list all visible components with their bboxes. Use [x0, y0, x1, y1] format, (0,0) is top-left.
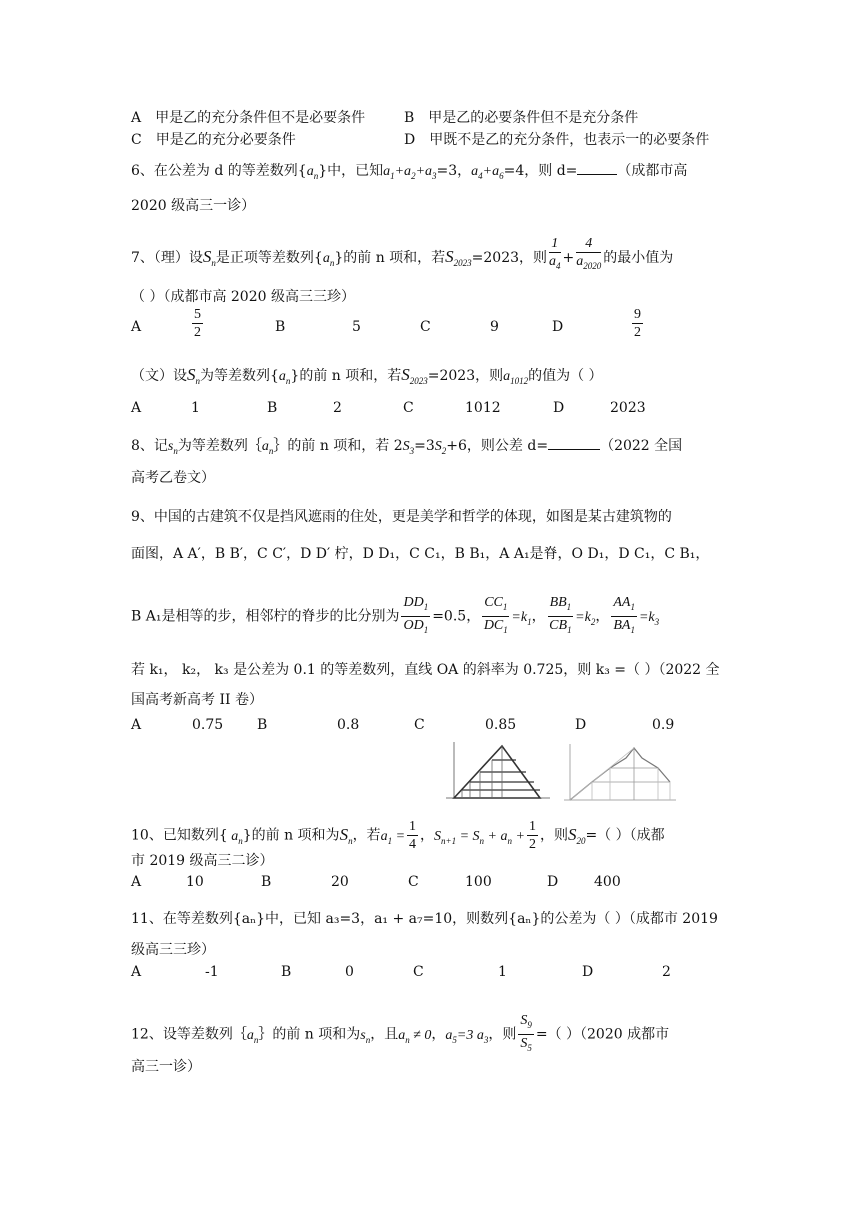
q7-line-1: 7、（理）设$S_n$是正项等差数列$\{a_n\}$的前 n 项和，若$S_{2023}=2023$，则 $\frac{1}{a_4}$ + $\frac{4}{a_{2020}}$ 的最小值为: [131, 236, 674, 271]
q6-line-2: 2020 级高三一诊）: [131, 198, 256, 214]
q5-option-b: B 甲是乙的必要条件但不是充分条件: [404, 110, 639, 126]
q9-option-a-value: 0.75: [192, 717, 224, 733]
q10-option-d-value: 400: [594, 874, 621, 890]
q5-option-d: D 甲既不是乙的充分条件，也表示一的必要条件: [404, 132, 710, 148]
q7-wen-option-c-value: 1012: [465, 400, 501, 416]
q8-line-1: 8、记$s_n$为等差数列$\{a_n\}$的前 n 项和，若 $2S_3=3S_2+6$，则公差 d= （2022 全国: [131, 438, 683, 456]
q7-option-b-label: B: [275, 319, 286, 335]
q9-option-c-value: 0.85: [485, 717, 517, 733]
q11-option-d-label: D: [582, 964, 594, 980]
q7-option-d-value: $\frac{9}{2}$: [634, 307, 641, 340]
q9-line-3: B A₁是相等的步，相邻柠的脊步的比分别为 $\frac{DD_1}{OD_1}$ =0.5， $\frac{CC_1}{DC_1}$ $=k_1$， $\frac{BB_1}{CB_1}$ $=k_2$， $\frac{AA_1}{BA_1}$ $=k_3$: [131, 595, 660, 635]
q6-line-1: 6、在公差为 d 的等差数列$\{a_n\}$中，已知$a_1+a_2+a_3=3$，$a_4+a_6=4$，则 d= （成都市高: [131, 163, 688, 181]
q7-option-d-label: D: [552, 319, 564, 335]
q7-wen-option-d-label: D: [553, 400, 565, 416]
q7-wen-option-b-value: 2: [333, 400, 342, 416]
q9-line-5: 国高考新高考 II 卷）: [131, 692, 263, 708]
q9-option-c-label: C: [414, 717, 425, 733]
q12-line-2: 高三一诊）: [131, 1059, 201, 1075]
q7-wen-option-c-label: C: [403, 400, 414, 416]
q10-option-c-value: 100: [465, 874, 492, 890]
q5-option-c: C 甲是乙的充分必要条件: [131, 132, 296, 148]
q11-option-c-value: 1: [498, 964, 507, 980]
q7-wen-option-a-value: 1: [191, 400, 200, 416]
q9-option-b-label: B: [257, 717, 268, 733]
q7-wen-option-b-label: B: [267, 400, 278, 416]
q10-option-b-label: B: [261, 874, 272, 890]
q10-option-d-label: D: [547, 874, 559, 890]
q11-line-1: 11、在等差数列{aₙ}中，已知 a₃=3，a₁ + a₇=10，则数列{aₙ}的公差为（ ）（成都市 2019: [131, 911, 718, 927]
q10-option-b-value: 20: [331, 874, 349, 890]
q11-option-a-label: A: [131, 964, 142, 980]
q7-wen-line: （文）设$S_n$为等差数列$\{a_n\}$的前 n 项和，若$S_{2023}=2023$，则$a_{1012}$的值为（ ）: [131, 365, 603, 386]
q10-line-1: 10、已知数列{ $a_n$}的前 n 项和为$S_n$，若$a_1$ = $\frac{1}{4}$ ，$S_{n+1} = S_n + a_n$ + $\frac{1}{2}$ ，则$S_{20}=$（ ）（成都: [131, 819, 665, 852]
q11-option-d-value: 2: [662, 964, 671, 980]
q9-line-4: 若 k₁， k₂， k₃ 是公差为 0.1 的等差数列，直线 OA 的斜率为 0.725，则 k₃ =（ ）（2022 全: [131, 662, 720, 678]
q9-option-d-label: D: [575, 717, 587, 733]
q8-line-2: 高考乙卷文）: [131, 470, 215, 486]
q11-line-2: 级高三三珍）: [131, 942, 215, 958]
q7-wen-option-a-label: A: [131, 400, 142, 416]
q7-option-a-value: $\frac{5}{2}$: [194, 307, 201, 340]
building-cross-section-figure-right: [562, 740, 680, 806]
q7-option-c-label: C: [420, 319, 431, 335]
q10-line-2: 市 2019 级高三二诊）: [131, 853, 274, 869]
q11-option-b-value: 0: [345, 964, 354, 980]
q11-option-b-label: B: [281, 964, 292, 980]
q11-option-c-label: C: [413, 964, 424, 980]
q12-line-1: 12、设等差数列$\{a_n\}$的前 n 项和为$s_n$，且$a_n \ne 0$，$a_5=3$ $a_3$，则 $\frac{S_9}{S_5}$ =（ ）（2020 成都市: [131, 1013, 670, 1053]
q9-option-d-value: 0.9: [652, 717, 675, 733]
q9-option-b-value: 0.8: [337, 717, 360, 733]
q7-option-b-value: 5: [352, 319, 361, 335]
building-cross-section-figure-left: [440, 738, 555, 804]
q7-wen-option-d-value: 2023: [610, 400, 646, 416]
q10-option-a-value: 10: [186, 874, 204, 890]
q10-option-c-label: C: [408, 874, 419, 890]
q11-option-a-value: -1: [205, 964, 219, 980]
q7-option-a-label: A: [131, 319, 142, 335]
q9-line-2: 面图，A A′，B B′，C C′，D D′ 柠，D D₁，C C₁，B B₁，A A₁是脊，O D₁，D C₁，C B₁，: [131, 546, 710, 562]
q9-line-1: 9、中国的古建筑不仅是挡风遮雨的住处，更是美学和哲学的体现，如图是某古建筑物的: [131, 509, 672, 525]
q7-line-2: （ ）（成都市高 2020 级高三三珍）: [131, 289, 355, 305]
q9-option-a-label: A: [131, 717, 142, 733]
q5-option-a: A 甲是乙的充分条件但不是必要条件: [131, 110, 366, 126]
q7-option-c-value: 9: [490, 319, 499, 335]
q10-option-a-label: A: [131, 874, 142, 890]
